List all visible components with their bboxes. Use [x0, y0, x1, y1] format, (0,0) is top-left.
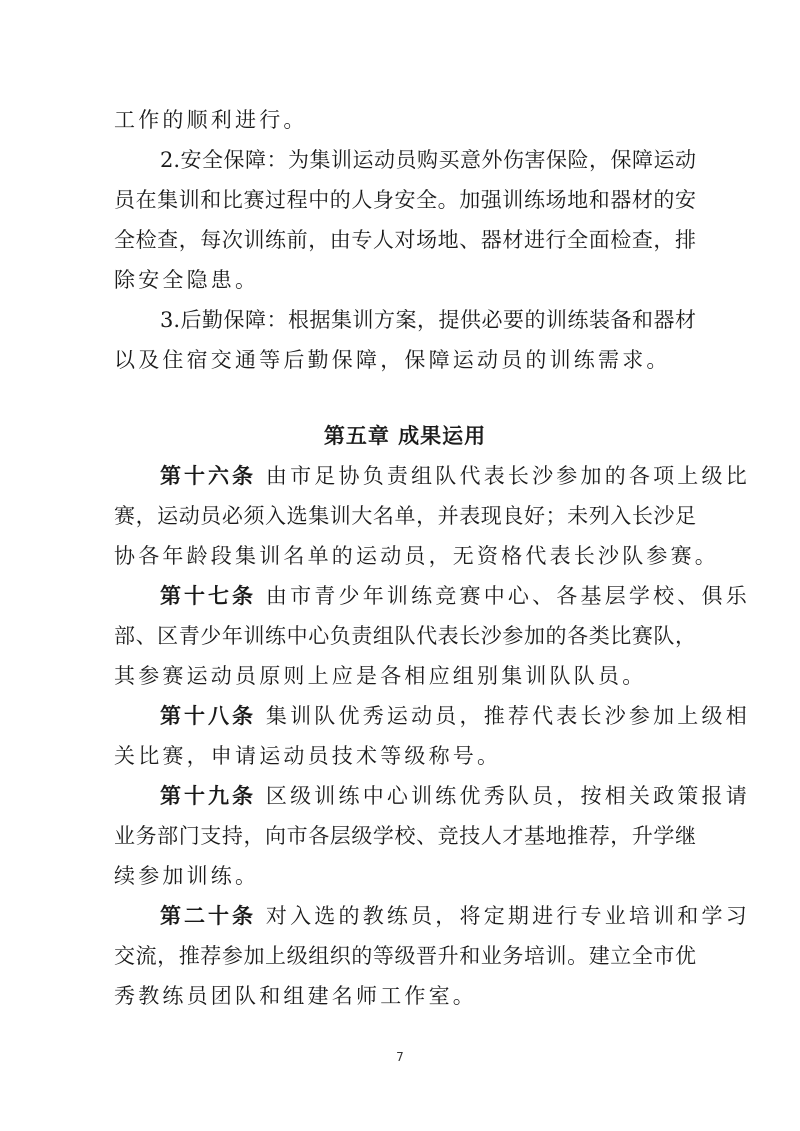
- article-text: 集训队优秀运动员，推荐代表长沙参加上级相: [265, 704, 750, 728]
- article-text: 由市青少年训练竞赛中心、各基层学校、俱乐: [265, 584, 750, 608]
- text-line: [114, 776, 750, 816]
- article-18: [114, 696, 750, 776]
- article-text: 区级训练中心训练优秀队员，按相关政策报请: [265, 784, 750, 808]
- text-line: 交流，推荐参加上级组织的等级晋升和业务培训。建立全市优: [114, 944, 696, 968]
- text-line: 员在集训和比赛过程中的人身安全。加强训练场地和器材的安: [114, 188, 696, 212]
- text-line: 业务部门支持，向市各层级学校、竞技人才基地推荐，升学继: [114, 824, 696, 848]
- text-line: [114, 576, 750, 616]
- page-number: 7: [396, 1050, 404, 1064]
- article-label: 第十九条: [160, 784, 256, 808]
- text-line: 除安全隐患。: [114, 268, 260, 292]
- text-line: 以及住宿交通等后勤保障，保障运动员的训练需求。: [114, 348, 671, 372]
- article-label: 第二十条: [160, 904, 256, 928]
- article-17: [114, 576, 750, 696]
- article-label: 第十八条: [160, 704, 256, 728]
- text-line: 2.安全保障：为集训运动员购买意外伤害保险，保障运动: [160, 148, 696, 172]
- paragraph-logistics-guarantee: [114, 300, 696, 380]
- text-line: 秀教练员团队和组建名师工作室。: [114, 984, 477, 1008]
- text-line: 续参加训练。: [114, 864, 260, 888]
- article-label: 第十七条: [160, 584, 256, 608]
- paragraph-safety-guarantee: [114, 140, 696, 300]
- text-line: 赛，运动员必须入选集训大名单，并表现良好；未列入长沙足: [114, 504, 696, 528]
- article-16: [114, 456, 750, 576]
- text-line: [114, 456, 750, 496]
- text-line: 其参赛运动员原则上应是各相应组别集训队队员。: [114, 664, 647, 688]
- text-line: 3.后勤保障：根据集训方案，提供必要的训练装备和器材: [160, 308, 696, 332]
- text-line: 部、区青少年训练中心负责组队代表长沙参加的各类比赛队，: [114, 624, 696, 648]
- text-line: 工作的顺利进行。: [114, 108, 308, 132]
- article-label: 第十六条: [160, 464, 256, 488]
- chapter-title: 第五章 成果运用: [323, 424, 487, 448]
- text-line: 协各年龄段集训名单的运动员，无资格代表长沙队参赛。: [114, 544, 719, 568]
- article-20: [114, 896, 750, 1016]
- article-text: 由市足协负责组队代表长沙参加的各项上级比: [265, 464, 750, 488]
- document-page: [114, 100, 750, 1016]
- text-line: 关比赛，申请运动员技术等级称号。: [114, 744, 502, 768]
- text-line: [114, 696, 750, 736]
- article-19: [114, 776, 750, 896]
- paragraph-continuation: [114, 100, 696, 140]
- text-line: [114, 896, 750, 936]
- article-text: 对入选的教练员，将定期进行专业培训和学习: [265, 904, 750, 928]
- text-line: 全检查，每次训练前，由专人对场地、器材进行全面检查，排: [114, 228, 696, 252]
